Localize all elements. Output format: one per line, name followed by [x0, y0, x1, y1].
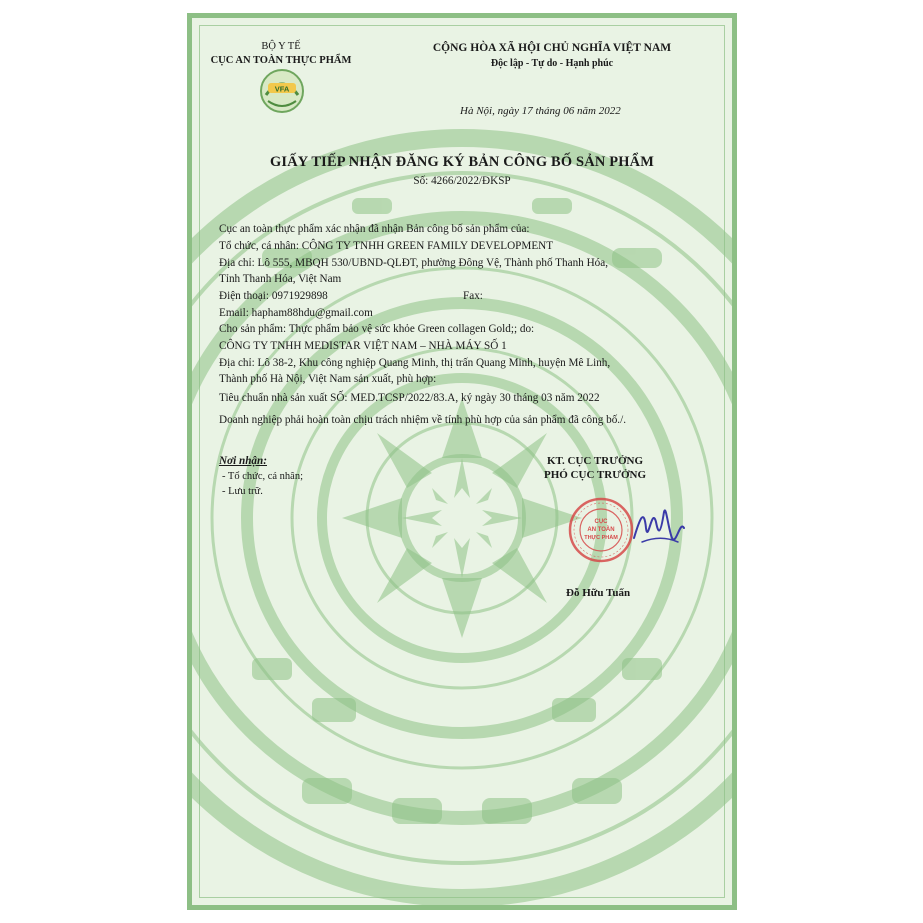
body-line: Địa chỉ: Lô 555, MBQH 530/UBND-QLĐT, phường Đông Vệ, Thành phố Thanh Hóa,: [219, 257, 608, 269]
issue-date: Hà Nội, ngày 17 tháng 06 năm 2022: [460, 105, 621, 117]
body-line: CÔNG TY TNHH MEDISTAR VIỆT NAM – NHÀ MÁY SỐ 1: [219, 340, 507, 352]
signer-role: KT. CỤC TRƯỞNG: [546, 455, 644, 467]
signer-role-deputy: PHÓ CỤC TRƯỞNG: [543, 468, 647, 481]
handwritten-signature-icon: [630, 498, 688, 556]
document-number: Số: 4266/2022/ĐKSP: [413, 175, 511, 187]
fax-label: Fax:: [463, 290, 483, 302]
ministry-name: BỘ Y TẾ: [261, 41, 301, 52]
body-line: Tổ chức, cá nhân: CÔNG TY TNHH GREEN FAMILY DEVELOPMENT: [219, 240, 554, 252]
vfa-logo-icon: [258, 67, 306, 117]
motto: Độc lập - Tự do - Hạnh phúc: [490, 58, 614, 69]
department-name: CỤC AN TOÀN THỰC PHẨM: [210, 55, 352, 66]
body-line: Email: hapham88hdu@gmail.com: [219, 307, 373, 319]
certificate-document: [187, 13, 737, 910]
body-line: Điện thoại: 0971929898: [219, 290, 328, 302]
country-name: CỘNG HÒA XÃ HỘI CHỦ NGHĨA VIỆT NAM: [432, 42, 672, 54]
body-line: Địa chỉ: Lô 38-2, Khu công nghiệp Quang Minh, thị trấn Quang Minh, huyện Mê Linh,: [219, 357, 611, 369]
svg-text:THỰC PHẨM: THỰC PHẨM: [584, 535, 618, 541]
national-header: [402, 40, 702, 72]
svg-text:CỤC: CỤC: [594, 519, 608, 525]
body-line: Doanh nghiệp phải hoàn toàn chịu trách nhiệm về tính phù hợp của sản phẩm đã công bố./.: [219, 414, 627, 426]
body-line: Tỉnh Thanh Hóa, Việt Nam: [219, 273, 342, 285]
body-line: Tiêu chuẩn nhà sản xuất SỐ: MED.TCSP/2022/83.A, ký ngày 30 tháng 03 năm 2022: [219, 392, 600, 404]
recipients-title: Nơi nhận:: [219, 455, 267, 467]
official-seal-icon: [567, 496, 635, 564]
body-line: Cục an toàn thực phẩm xác nhận đã nhận Bản công bố sản phẩm của:: [219, 223, 530, 235]
body-line: Cho sản phẩm: Thực phẩm bảo vệ sức khỏe Green collagen Gold;; do:: [219, 323, 535, 335]
recipient-item: - Tổ chức, cá nhân;: [222, 471, 304, 482]
ministry-header: [206, 40, 356, 68]
recipient-item: - Lưu trữ.: [222, 486, 263, 497]
document-title: GIẤY TIẾP NHẬN ĐĂNG KÝ BẢN CÔNG BỐ SẢN PHẨM: [270, 154, 654, 170]
body-line: Thành phố Hà Nội, Việt Nam sản xuất, phù hợp:: [219, 373, 437, 385]
svg-text:VFA: VFA: [274, 84, 290, 94]
signer-name: Đỗ Hữu Tuấn: [566, 587, 631, 599]
signature-block: [510, 455, 680, 482]
svg-text:AN TOÀN: AN TOÀN: [587, 527, 615, 533]
